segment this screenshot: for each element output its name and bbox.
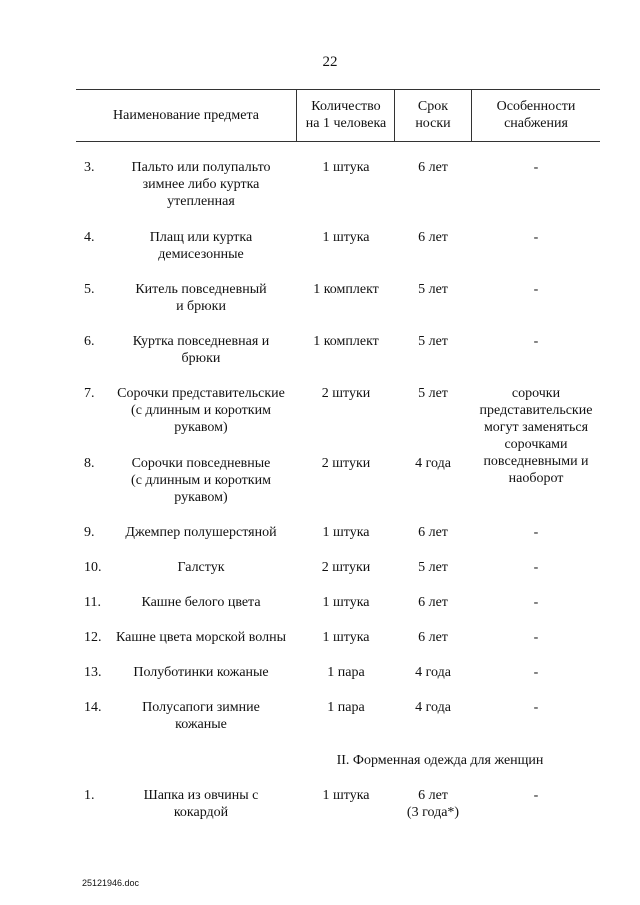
header-quantity: Количество на 1 человека	[305, 99, 387, 131]
row-item-name: Сорочки повседневные (с длинным и коротким рукавом)	[131, 456, 271, 505]
row-note: -	[533, 334, 539, 349]
header-term: Срок носки	[415, 99, 451, 131]
row-term: 5 лет	[418, 282, 448, 297]
row-note: -	[533, 630, 539, 645]
header-note: Особенности снабжения	[496, 99, 576, 131]
table-header-bottom-rule	[76, 141, 600, 142]
row-note: -	[533, 230, 539, 245]
row-note: -	[533, 560, 539, 575]
row-term: 6 лет	[418, 230, 448, 245]
row-quantity: 1 пара	[327, 665, 365, 680]
row-quantity: 1 штука	[322, 230, 370, 245]
row-note: -	[533, 665, 539, 680]
row-quantity: 1 комплект	[313, 334, 379, 349]
row-item-name: Полуботинки кожаные	[133, 665, 269, 680]
footer-filename: 25121946.doc	[82, 878, 140, 888]
row-quantity: 1 пара	[327, 700, 365, 715]
row-term: 6 лет	[418, 595, 448, 610]
row-quantity: 1 штука	[322, 595, 370, 610]
row-quantity: 1 штука	[322, 630, 370, 645]
row-item-name: Полусапоги зимние кожаные	[142, 700, 260, 732]
row-item-name: Кашне цвета морской волны	[116, 630, 286, 645]
row-number: 1.	[84, 788, 95, 803]
row-number: 8.	[84, 456, 95, 471]
row-term: 6 лет (3 года*)	[406, 788, 460, 820]
row-item-name: Джемпер полушерстяной	[125, 525, 277, 540]
row-term: 5 лет	[418, 386, 448, 401]
row-number: 12.	[84, 630, 102, 645]
row-item-name: Куртка повседневная и брюки	[132, 334, 270, 366]
row-term: 4 года	[415, 700, 451, 715]
row-number: 5.	[84, 282, 95, 297]
row-quantity: 2 штуки	[321, 456, 371, 471]
row-item-name: Сорочки представительские (с длинным и коротким рукавом)	[117, 386, 285, 435]
row-quantity: 1 штука	[322, 525, 370, 540]
row-term: 6 лет	[418, 630, 448, 645]
row-quantity: 2 штуки	[321, 560, 371, 575]
row-note: -	[533, 282, 539, 297]
row-number: 14.	[84, 700, 102, 715]
row-note: -	[533, 160, 539, 175]
section-title: II. Форменная одежда для женщин	[336, 753, 544, 768]
row-item-name: Плащ или куртка демисезонные	[149, 230, 253, 262]
row-term: 6 лет	[418, 160, 448, 175]
row-number: 6.	[84, 334, 95, 349]
header-name: Наименование предмета	[113, 108, 259, 123]
row-number: 7.	[84, 386, 95, 401]
row-number: 10.	[84, 560, 102, 575]
row-number: 4.	[84, 230, 95, 245]
row-note-shared: сорочки представительские могут заменяться сорочками повседневными и наоборот	[479, 386, 593, 486]
row-note: -	[533, 595, 539, 610]
row-item-name: Галстук	[177, 560, 225, 575]
row-item-name: Шапка из овчины с кокардой	[143, 788, 259, 820]
page-number: 22	[322, 54, 338, 70]
table-header-top-rule	[76, 89, 600, 90]
row-term: 4 года	[415, 665, 451, 680]
row-number: 9.	[84, 525, 95, 540]
row-item-name: Китель повседневный и брюки	[135, 282, 267, 314]
row-term: 4 года	[415, 456, 451, 471]
row-quantity: 1 комплект	[313, 282, 379, 297]
row-quantity: 2 штуки	[321, 386, 371, 401]
row-number: 13.	[84, 665, 102, 680]
row-note: -	[533, 700, 539, 715]
row-item-name: Пальто или полупальто зимнее либо куртка утепленная	[131, 160, 271, 209]
row-note: -	[533, 788, 539, 803]
row-item-name: Кашне белого цвета	[141, 595, 261, 610]
row-term: 5 лет	[418, 560, 448, 575]
row-note: -	[533, 525, 539, 540]
row-number: 11.	[84, 595, 101, 610]
row-quantity: 1 штука	[322, 160, 370, 175]
row-term: 5 лет	[418, 334, 448, 349]
row-term: 6 лет	[418, 525, 448, 540]
row-quantity: 1 штука	[322, 788, 370, 803]
row-number: 3.	[84, 160, 95, 175]
